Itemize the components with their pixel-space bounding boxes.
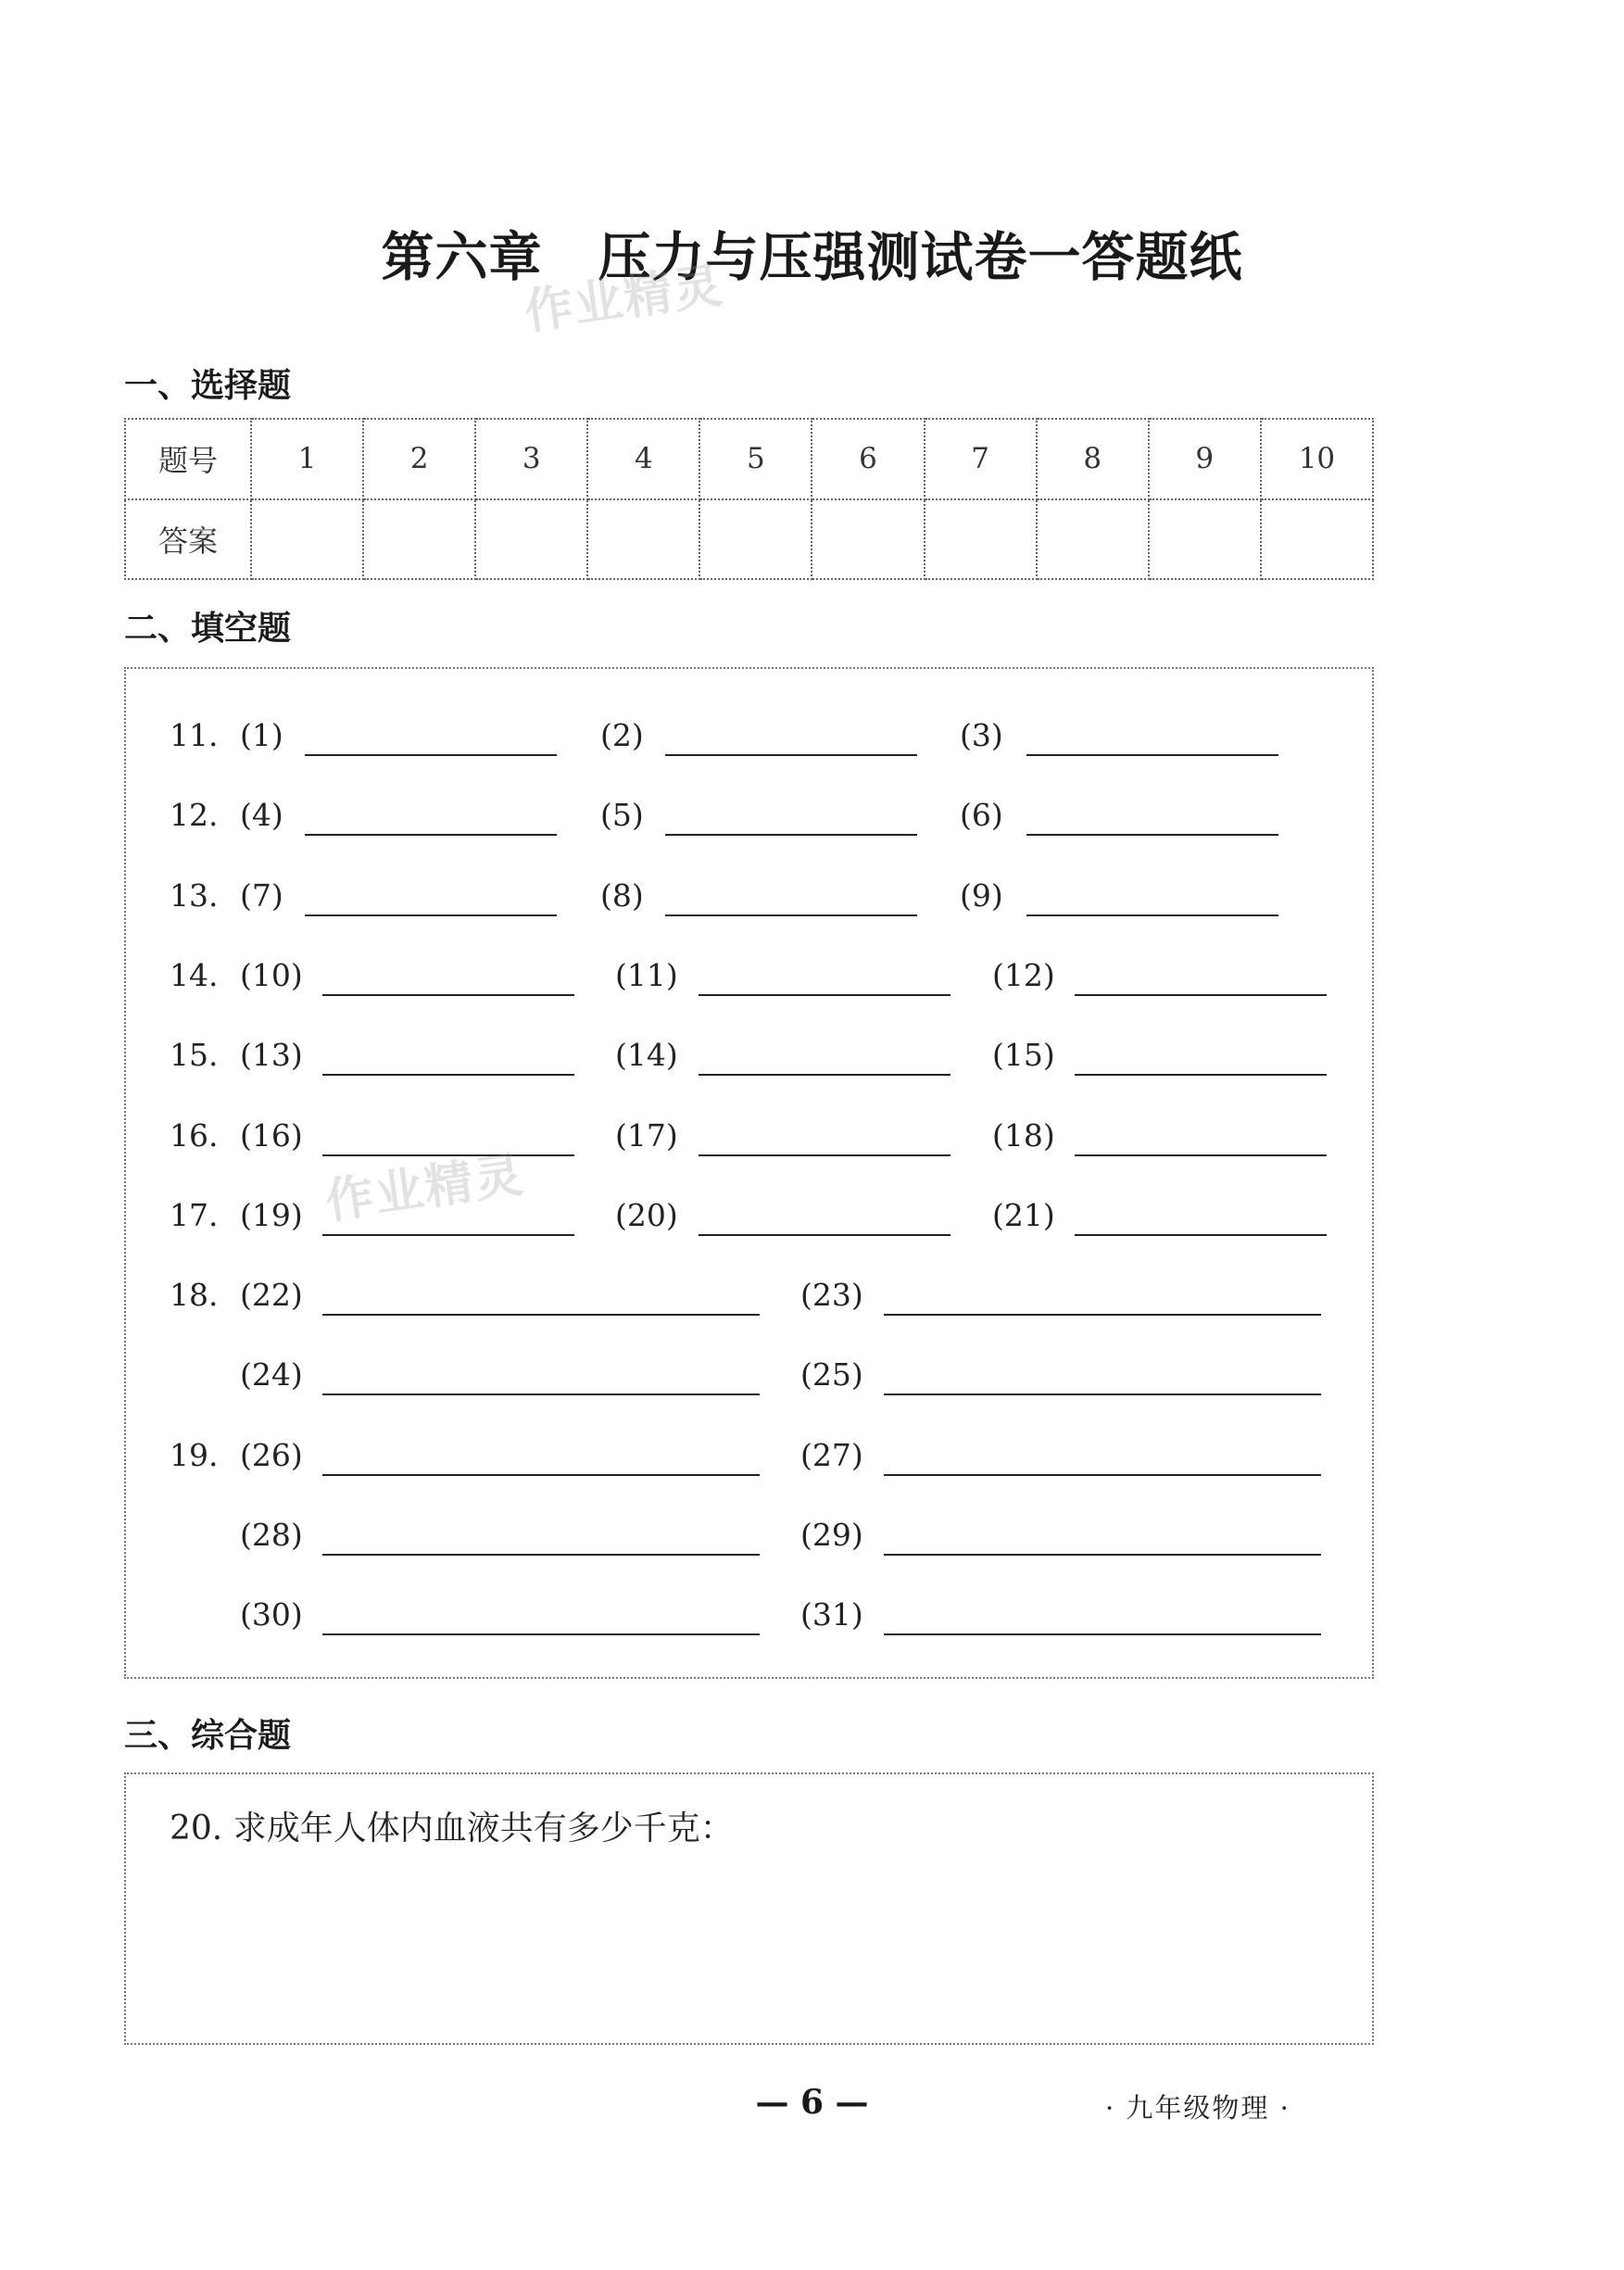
table-row	[125, 499, 1373, 580]
answer-cell[interactable]	[587, 499, 699, 580]
question-number-cell: 1	[251, 419, 363, 499]
answer-cell[interactable]	[475, 499, 587, 580]
question-number: 11.	[170, 717, 219, 753]
blank-label: (15)	[992, 1037, 1055, 1074]
question-number: 16.	[170, 1116, 219, 1154]
blank-label: (13)	[240, 1037, 303, 1074]
question-number-cell: 7	[925, 419, 1037, 499]
answer-blank-line[interactable]	[699, 1234, 950, 1236]
answer-blank-line[interactable]	[1026, 754, 1278, 756]
blank-label: (14)	[615, 1037, 678, 1074]
answer-cell[interactable]	[363, 499, 475, 580]
answer-blank-line[interactable]	[322, 1474, 760, 1476]
answer-blank-line[interactable]	[322, 994, 574, 996]
question-number-cell: 10	[1261, 419, 1373, 499]
blank-label: (2)	[600, 717, 644, 753]
blank-label: (3)	[960, 717, 1003, 753]
answer-cell[interactable]	[699, 499, 812, 580]
answer-blank-line[interactable]	[322, 1234, 574, 1236]
blank-label: (17)	[615, 1116, 678, 1154]
blank-label: (21)	[992, 1196, 1055, 1233]
question-number: 19.	[170, 1436, 219, 1473]
choice-answer-table	[124, 418, 1374, 580]
answer-blank-line[interactable]	[322, 1394, 760, 1395]
blank-label: (31)	[800, 1596, 863, 1633]
question-number: 18.	[170, 1277, 219, 1314]
question-number: 14.	[170, 956, 219, 993]
answer-blank-line[interactable]	[1075, 1074, 1327, 1076]
answer-blank-line[interactable]	[884, 1394, 1321, 1395]
answer-blank-line[interactable]	[1075, 1154, 1327, 1156]
answer-blank-line[interactable]	[1026, 914, 1278, 916]
answer-blank-line[interactable]	[1026, 834, 1278, 836]
answer-cell[interactable]	[251, 499, 363, 580]
answer-blank-line[interactable]	[665, 754, 917, 756]
answer-blank-line[interactable]	[884, 1554, 1321, 1556]
blank-label: (20)	[615, 1196, 678, 1233]
answer-blank-line[interactable]	[884, 1474, 1321, 1476]
answer-blank-line[interactable]	[322, 1554, 760, 1556]
answer-cell[interactable]	[812, 499, 924, 580]
question-number: 12.	[170, 797, 219, 834]
blank-label: (7)	[240, 876, 283, 914]
blank-label: (23)	[800, 1277, 863, 1314]
answer-blank-line[interactable]	[305, 834, 557, 836]
blank-label: (9)	[960, 876, 1003, 914]
chapter-label: 第六章	[381, 226, 543, 288]
answer-blank-line[interactable]	[699, 994, 950, 996]
blank-label: (19)	[240, 1196, 303, 1233]
blank-label: (26)	[240, 1436, 303, 1473]
blank-label: (4)	[240, 797, 283, 834]
answer-cell[interactable]	[1261, 499, 1373, 580]
paper-name: 压力与压强测试卷一答题纸	[598, 226, 1243, 288]
watermark: 作业精灵	[521, 258, 727, 341]
question-number-cell: 5	[699, 419, 812, 499]
blank-label: (22)	[240, 1277, 303, 1314]
answer-blank-line[interactable]	[699, 1074, 950, 1076]
blank-label: (10)	[240, 956, 303, 993]
answer-blank-line[interactable]	[699, 1154, 950, 1156]
answer-blank-line[interactable]	[1075, 1234, 1327, 1236]
answer-blank-line[interactable]	[665, 834, 917, 836]
number-row-label: 题号	[125, 419, 251, 499]
question-number-cell: 4	[587, 419, 699, 499]
blank-label: (30)	[240, 1596, 303, 1633]
fill-in-box	[124, 667, 1374, 1679]
blank-label: (16)	[240, 1116, 303, 1154]
section-comprehensive-heading: 三、综合题	[124, 1717, 292, 1755]
question-number-cell: 3	[475, 419, 587, 499]
answer-blank-line[interactable]	[322, 1633, 760, 1635]
answer-blank-line[interactable]	[305, 914, 557, 916]
table-row	[125, 419, 1373, 499]
answer-blank-line[interactable]	[665, 914, 917, 916]
watermark: 作业精灵	[321, 1147, 528, 1230]
blank-label: (28)	[240, 1517, 303, 1553]
answer-blank-line[interactable]	[884, 1633, 1321, 1635]
question-number-cell: 2	[363, 419, 475, 499]
answer-blank-line[interactable]	[305, 754, 557, 756]
subject-label: · 九年级物理 ·	[1105, 2092, 1290, 2124]
question-number: 15.	[170, 1037, 219, 1074]
question-number-cell: 9	[1149, 419, 1261, 499]
answer-cell[interactable]	[925, 499, 1037, 580]
section-choice-heading: 一、选择题	[124, 367, 292, 405]
question-20: 20. 求成年人体内血液共有多少千克：	[170, 1810, 734, 1848]
blank-label: (27)	[800, 1436, 863, 1473]
blank-label: (11)	[615, 956, 678, 993]
answer-blank-line[interactable]	[322, 1074, 574, 1076]
section-fill-heading: 二、填空题	[124, 610, 292, 648]
blank-label: (5)	[600, 797, 644, 834]
question-number: 17.	[170, 1196, 219, 1233]
answer-blank-line[interactable]	[1075, 994, 1327, 996]
page-number: — 6 —	[755, 2083, 869, 2122]
blank-label: (24)	[240, 1356, 303, 1394]
answer-blank-line[interactable]	[884, 1314, 1321, 1316]
question-number-cell: 8	[1037, 419, 1149, 499]
question-number: 13.	[170, 876, 219, 914]
blank-label: (29)	[800, 1517, 863, 1553]
blank-label: (25)	[800, 1356, 863, 1394]
answer-blank-line[interactable]	[322, 1314, 760, 1316]
blank-label: (6)	[960, 797, 1003, 834]
answer-row-label: 答案	[125, 499, 251, 580]
blank-label: (12)	[992, 956, 1055, 993]
question-number-cell: 6	[812, 419, 924, 499]
blank-label: (8)	[600, 876, 644, 914]
page-title	[0, 215, 1624, 291]
answer-cell[interactable]	[1037, 499, 1149, 580]
answer-cell[interactable]	[1149, 499, 1261, 580]
blank-label: (18)	[992, 1116, 1055, 1154]
blank-label: (1)	[240, 717, 283, 753]
